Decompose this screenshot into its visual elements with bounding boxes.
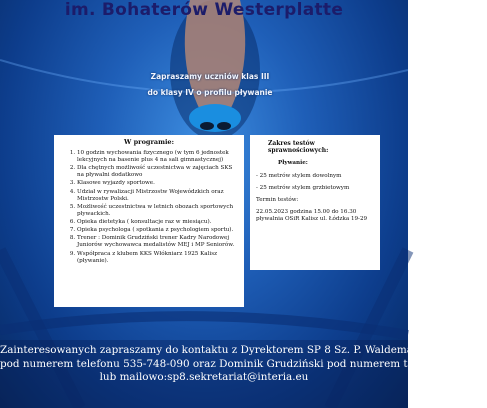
list-item: 3. Klasowe wyjazdy sportowe. (77, 180, 238, 187)
list-item: 6. Opieka dietetyka ( konsultacje raz w miesiącu). (77, 219, 238, 226)
program-panel (54, 135, 244, 307)
tests-subheading: Pływanie: (278, 160, 308, 167)
program-list (60, 150, 238, 265)
invite-line-1: Zapraszamy uczniów klas III (150, 72, 270, 81)
list-item: 5. Możliwość uczestnictwa w letnich obozach sportowych pływackich. (77, 204, 238, 218)
list-item: 9. Współpraca z klubem KKS Włókniarz 1925 Kalisz (pływanie). (77, 251, 238, 265)
list-item: 4. Udział w rywalizacji Mistrzostw Wojewódzkich oraz Mistrzostw Polski. (77, 189, 238, 203)
test-item: - 25 metrów stylem grzbietowym (256, 184, 350, 191)
program-heading: W programie: (124, 138, 174, 146)
list-item: 7. Opieka psychologa ( spotkania z psychologiem sportu). (77, 227, 238, 234)
school-name-title: im. Bohaterów Westerplatte (64, 0, 344, 20)
contact-line-1: Zainteresowanych zapraszamy do kontaktu z Dyrektorem SP 8 Sz. P. Waldemar Olszyna (0, 344, 463, 356)
contact-line-2: pod numerem telefonu 535-748-090 oraz Dominik Grudziński pod numerem tel 504-204-354 (0, 357, 487, 370)
test-item: - 25 metrów stylem dowolnym (256, 172, 342, 179)
list-item: 8. Trener : Dominik Grudziński trener Kadry Narodowej Juniorów wychowawca medalistów MEJ i MP Seniorów. (77, 235, 238, 249)
test-date-text: 22.05.2023 godzina 15.00 do 16.30 pływalnia OSiR Kalisz ul. Łódzka 19-29 (256, 209, 368, 223)
contact-info (0, 340, 487, 408)
tests-heading: Zakres testów sprawnościowych: (268, 140, 329, 155)
invite-line-2: do klasy IV o profilu pływanie (147, 88, 273, 97)
test-date-label: Termin testów: (256, 197, 299, 204)
list-item: 2. Dla chętnych możliwość uczestnictwa w zajęciach SKS na pływalni dodatkowo (77, 165, 238, 179)
contact-line-3: lub mailowo:sp8.sekretariat@interia.eu (99, 371, 309, 383)
tests-panel (250, 135, 380, 270)
list-item: 1. 10 godzin wychowania fizycznego (w tym 6 jednostek lekcyjnych na basenie plus 4 na sali gimnastycznej) (77, 150, 238, 164)
